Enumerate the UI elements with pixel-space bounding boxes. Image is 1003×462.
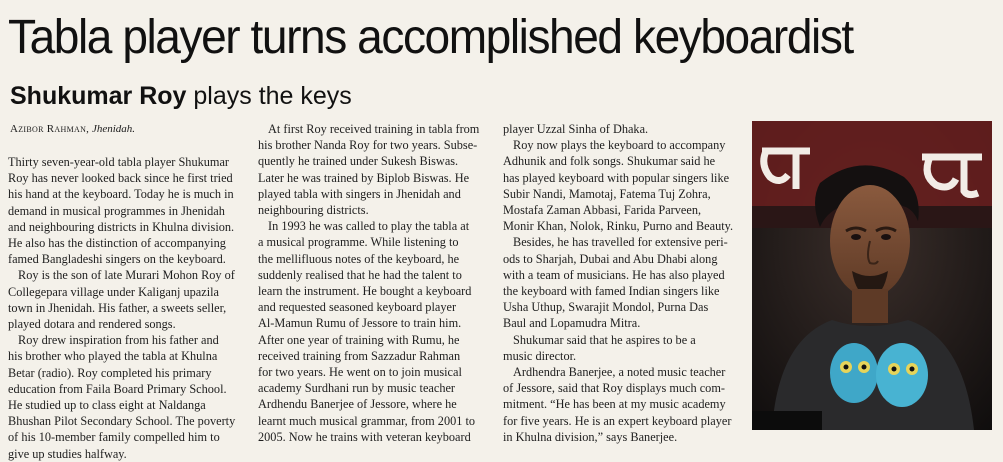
text-line: Roy drew inspiration from his father and	[18, 333, 219, 348]
text-line: Mostafa Zaman Abbasi, Farida Parveen,	[503, 203, 702, 218]
column-3	[503, 121, 739, 445]
text-line: Al-Mamun Rumu of Jessore to train him.	[258, 316, 462, 331]
text-line: for five years. He is an expert keyboard player	[503, 413, 732, 428]
byline-place: Jhenidah.	[91, 123, 136, 135]
text-line: education from Faila Board Primary School.	[8, 381, 227, 396]
text-line: learnt much musical grammar, from 2001 to	[258, 413, 476, 428]
text-line: and requested seasoned keyboard player	[258, 300, 457, 315]
text-line: Baul and Lopamudra Mitra.	[503, 316, 641, 331]
text-line: Thirty seven-year-old tabla player Shukumar	[8, 155, 230, 169]
text-line: received training from Sazzadur Rahman	[258, 348, 461, 363]
text-line: 2005. Now he trains with veteran keyboard	[258, 429, 471, 444]
text-line: has played keyboard with popular singers like	[503, 170, 730, 185]
text-line: Roy has never looked back since he first tried	[8, 171, 233, 186]
text-line: quently he trained under Sukesh Biswas.	[258, 154, 459, 169]
text-line: famed Bangladeshi singers on the keyboard.	[8, 252, 226, 267]
text-line: played dotara and rendered songs.	[8, 317, 176, 332]
subhead-name: Shukumar Roy	[10, 82, 187, 110]
text-line: Shukumar said that he aspires to be a	[513, 332, 696, 347]
text-line: the mellifluous notes of the keyboard, he	[258, 251, 460, 266]
text-line: demand in musical programmes in Jhenidah	[8, 203, 225, 218]
text-line: played tabla with singers in Jhenidah and	[258, 186, 461, 201]
text-line: Adhunik and folk songs. Shukumar said he	[503, 154, 716, 169]
portrait-photo	[752, 121, 992, 430]
byline-author: Azibor Rahman,	[10, 123, 90, 135]
byline	[10, 122, 135, 136]
text-line: player Uzzal Sinha of Dhaka.	[503, 122, 649, 136]
text-line: Collegepara village under Kaliganj upazila	[8, 284, 220, 299]
text-line: academy Surdhani run by music teacher	[258, 381, 456, 396]
text-line: Roy now plays the keyboard to accompany	[513, 138, 726, 153]
subhead-rest: plays the keys	[193, 82, 352, 110]
text-line: Ardhendu Banerjee of Jessore, where he	[258, 397, 457, 412]
text-line: Besides, he has travelled for extensive peri-	[513, 235, 728, 250]
subheadline	[10, 81, 352, 111]
text-line: for two years. He went on to join musical	[258, 365, 462, 380]
text-line: town in Jhenidah. His father, a sweets seller,	[8, 300, 227, 315]
text-line: of his 10-member family compelled him to	[8, 430, 220, 445]
text-line: ods to Sharjah, Dubai and Abu Dhabi along	[503, 251, 718, 266]
text-line: He also has the distinction of accompanying	[8, 236, 226, 251]
text-line: mitment. “He has been at my music academy	[503, 397, 726, 412]
text-line: his brother Nanda Roy for two years. Subse-	[258, 138, 478, 153]
text-line: give up studies halfway.	[8, 446, 127, 461]
text-line: Bhushan Pilot Secondary School. The poverty	[8, 414, 236, 429]
text-line: Monir Khan, Nolok, Rinku, Purno and Beauty.	[503, 219, 734, 234]
text-line: Later he was trained by Biplob Biswas. He	[258, 170, 470, 185]
text-line: of Jessore, said that Roy displays much com-	[503, 381, 725, 396]
text-line: the keyboard with famed Indian singers like	[503, 284, 720, 299]
column-1	[8, 154, 246, 462]
text-line: his brother who played the tabla at Khulna	[8, 349, 218, 364]
text-line: Subir Nandi, Mamotaj, Fatema Tuj Zohra,	[503, 186, 711, 201]
text-line: and neighbouring districts in Khulna division.	[8, 219, 235, 234]
headline: Tabla player turns accomplished keyboardist	[8, 11, 853, 64]
text-line: neighbouring districts.	[258, 203, 369, 218]
text-line: his hand at the keyboard. Today he is much in	[8, 187, 234, 202]
column-2	[258, 121, 494, 445]
text-line: Usha Uthup, Swarajit Mondol, Purna Das	[503, 300, 709, 315]
text-line: with a team of musicians. He has also played	[503, 267, 725, 282]
text-line: in Khulna division,” says Banerjee.	[503, 429, 678, 444]
text-line: a musical programme. While listening to	[258, 235, 459, 250]
text-line: suddenly realised that he had the talent to	[258, 267, 462, 282]
text-line: learn the instrument. He bought a keyboard	[258, 284, 472, 299]
text-line: Ardhendra Banerjee, a noted music teacher	[513, 365, 726, 380]
text-line: At first Roy received training in tabla from	[268, 122, 480, 136]
text-line: Roy is the son of late Murari Mohon Roy of	[18, 268, 235, 283]
text-line: In 1993 he was called to play the tabla at	[268, 219, 470, 234]
text-line: music director.	[503, 348, 577, 363]
text-line: Betar (radio). Roy completed his primary	[8, 365, 212, 380]
text-line: After one year of training with Rumu, he	[258, 332, 460, 347]
text-line: He studied up to class eight at Naldanga	[8, 398, 206, 413]
